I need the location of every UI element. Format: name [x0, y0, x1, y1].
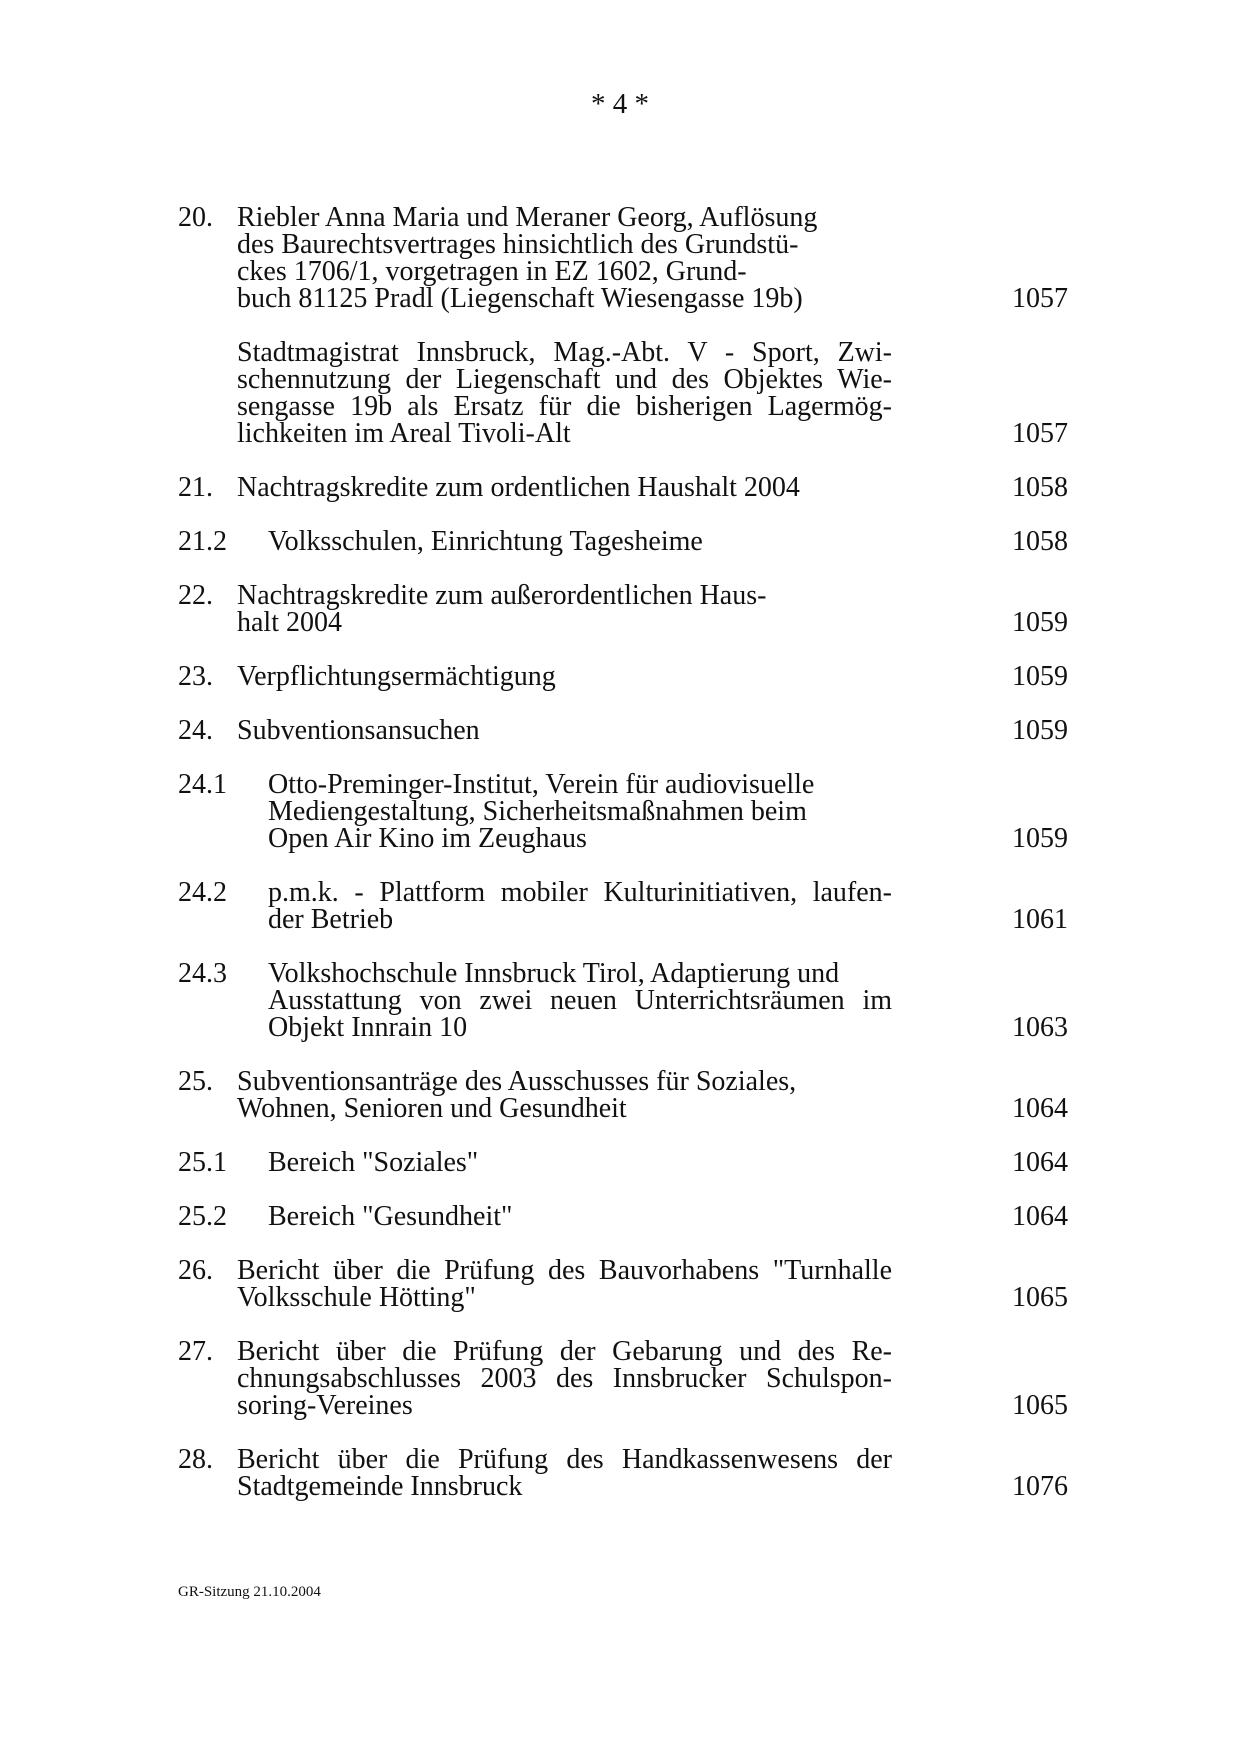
entry-title: Subventionsanträge des Ausschusses für Soziales, Wohnen, Senioren und Gesundheit: [237, 1066, 797, 1124]
entry-number: 25.2: [178, 1201, 227, 1232]
entry-title: Subventionsansuchen: [237, 715, 480, 746]
entry-title: Bereich "Soziales": [268, 1147, 479, 1178]
entry-page: 1059: [1012, 661, 1068, 692]
page-marker: * 4 *: [591, 88, 649, 120]
entry-page: 1065: [1012, 1282, 1068, 1313]
entry-page: 1058: [1012, 472, 1068, 503]
toc-entry: [0, 1203, 1240, 1230]
toc-entry: [0, 1257, 1240, 1311]
entry-title: p.m.k. - Plattform mobiler Kulturinitiativen, laufen- der Betrieb: [268, 877, 892, 935]
entry-title: Verpflichtungsermächtigung: [237, 661, 556, 692]
entry-number: 21.: [178, 472, 213, 503]
entry-page: 1059: [1012, 607, 1068, 638]
toc-entry: [0, 528, 1240, 555]
toc-entry: [0, 1338, 1240, 1419]
entry-number: 24.3: [178, 958, 227, 989]
entry-page: 1057: [1012, 283, 1068, 314]
table-of-contents: [0, 204, 1240, 1527]
toc-entry: [0, 663, 1240, 690]
toc-entry: [0, 582, 1240, 636]
entry-page: 1058: [1012, 526, 1068, 557]
entry-number: 25.: [178, 1066, 213, 1097]
toc-entry: [0, 1446, 1240, 1500]
entry-number: 28.: [178, 1444, 213, 1475]
entry-number: 22.: [178, 580, 213, 611]
toc-entry: [0, 204, 1240, 312]
toc-entry: [0, 1068, 1240, 1122]
entry-title: Bericht über die Prüfung des Bauvorhabens "Turnhalle Volksschule Hötting": [237, 1255, 892, 1313]
entry-title: Bericht über die Prüfung der Gebarung und des Re- chnungsabschlusses 2003 des Innsbrucker Schulspon- soring-Vereines: [237, 1336, 892, 1421]
entry-title: Volksschulen, Einrichtung Tagesheime: [268, 526, 703, 557]
entry-page: 1059: [1012, 715, 1068, 746]
toc-entry: [0, 771, 1240, 852]
entry-number: 24.2: [178, 877, 227, 908]
toc-entry: [0, 960, 1240, 1041]
entry-number: 23.: [178, 661, 213, 692]
entry-page: 1064: [1012, 1201, 1068, 1232]
entry-page: 1076: [1012, 1471, 1068, 1502]
toc-entry: [0, 717, 1240, 744]
entry-number: 20.: [178, 202, 213, 233]
entry-page: 1061: [1012, 904, 1068, 935]
entry-number: 26.: [178, 1255, 213, 1286]
entry-title: Bericht über die Prüfung des Handkassenwesens der Stadtgemeinde Innsbruck: [237, 1444, 892, 1502]
footer-meeting-date: GR-Sitzung 21.10.2004: [178, 1584, 321, 1600]
entry-number: 24.1: [178, 769, 227, 800]
entry-title: Nachtragskredite zum ordentlichen Haushalt 2004: [237, 472, 800, 503]
entry-page: 1063: [1012, 1012, 1068, 1043]
entry-title: Riebler Anna Maria und Meraner Georg, Auflösung des Baurechtsvertrages hinsichtlich des Grundstü- ckes 1706/1, vorgetragen in EZ 1602, Grund- buch 81125 Pradl (Liegenschaft Wiesengasse 19b): [237, 202, 818, 314]
entry-number: 24.: [178, 715, 213, 746]
toc-entry: [0, 474, 1240, 501]
entry-number: 27.: [178, 1336, 213, 1367]
entry-title: Volkshochschule Innsbruck Tirol, Adaptierung und Ausstattung von zwei neuen Unterrichtsräumen im Objekt Innrain 10: [268, 958, 892, 1043]
entry-page: 1059: [1012, 823, 1068, 854]
toc-entry: [0, 879, 1240, 933]
toc-entry: [0, 339, 1240, 447]
entry-page: 1057: [1012, 418, 1068, 449]
entry-number: 25.1: [178, 1147, 227, 1178]
entry-page: 1064: [1012, 1093, 1068, 1124]
entry-title: Stadtmagistrat Innsbruck, Mag.-Abt. V - Sport, Zwi- schennutzung der Liegenschaft und des Objektes Wie- sengasse 19b als Ersatz für die bisherigen Lagermög- lichkeiten im Areal Tivoli-Alt: [237, 337, 892, 449]
entry-title: Otto-Preminger-Institut, Verein für audiovisuelle Mediengestaltung, Sicherheitsmaßnahmen beim Open Air Kino im Zeughaus: [268, 769, 815, 854]
entry-number: 21.2: [178, 526, 227, 557]
entry-title: Nachtragskredite zum außerordentlichen Haus- halt 2004: [237, 580, 767, 638]
entry-page: 1065: [1012, 1390, 1068, 1421]
entry-page: 1064: [1012, 1147, 1068, 1178]
toc-entry: [0, 1149, 1240, 1176]
entry-title: Bereich "Gesundheit": [268, 1201, 513, 1232]
